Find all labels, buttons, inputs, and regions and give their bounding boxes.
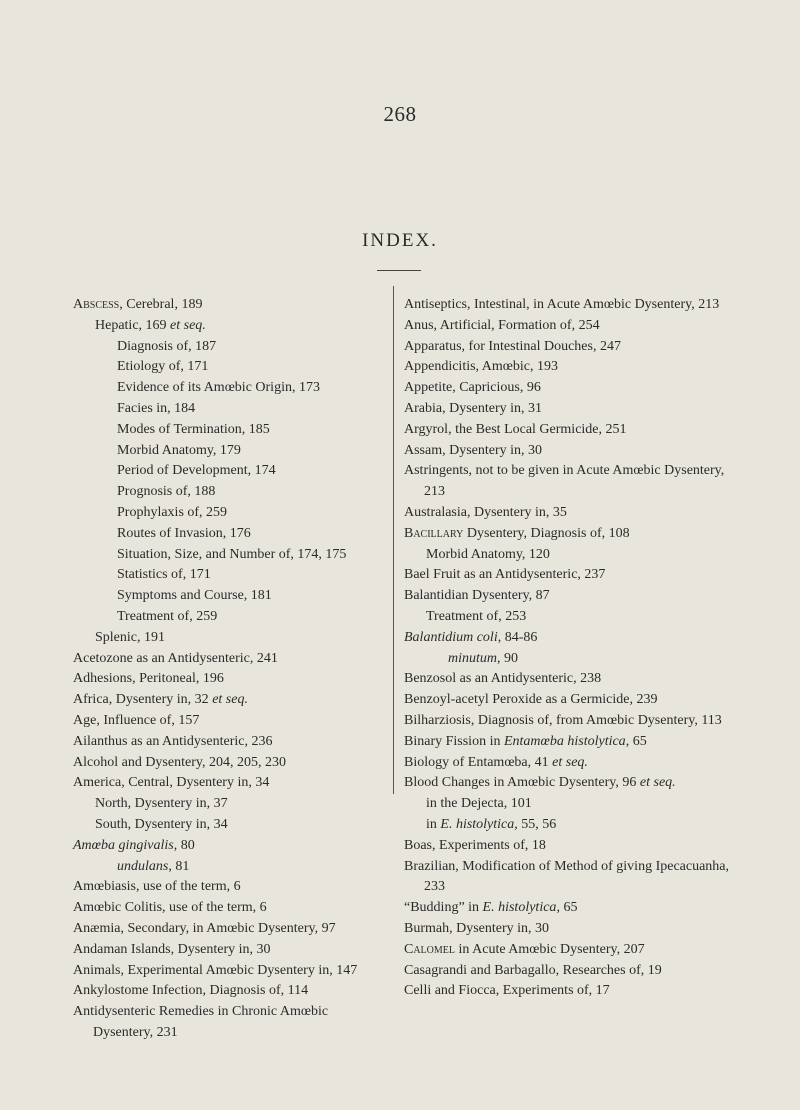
index-entry	[404, 461, 730, 503]
index-entry	[404, 420, 730, 441]
index-entry	[404, 378, 730, 399]
index-entry	[117, 337, 385, 358]
title-rule	[377, 270, 421, 271]
index-entry-text: Brazilian, Modification of Method of giving Ipecacuanha, 233	[404, 858, 730, 895]
index-entry-text: Appendicitis, Amœbic, 193	[404, 359, 558, 375]
index-entry-text: South, Dysentery in, 34	[95, 816, 228, 832]
index-entry	[117, 503, 385, 524]
index-entry-text: in	[426, 816, 441, 832]
index-entry	[117, 441, 385, 462]
index-entry	[73, 732, 385, 753]
index-entry-text: Bilharziosis, Diagnosis of, from Amœbic Dysentery, 113	[404, 712, 722, 728]
index-entry	[73, 649, 385, 670]
index-entry-text: , 81	[168, 858, 190, 874]
index-entry	[117, 482, 385, 503]
index-entry-text: , 90	[497, 650, 518, 666]
index-entry-text: Amœba gingivalis	[73, 837, 174, 853]
index-entry	[73, 877, 385, 898]
index-entry	[73, 836, 385, 857]
index-entry	[404, 503, 730, 524]
index-entry-text: Morbid Anatomy, 120	[426, 546, 550, 562]
index-entry-text: Symptoms and Course, 181	[117, 588, 272, 604]
index-entry	[404, 753, 730, 774]
index-entry-text: Biology of Entamœba, 41	[404, 754, 553, 770]
index-entry-text: Antidysenteric Remedies in Chronic Amœbic Dysentery, 231	[73, 1004, 329, 1040]
index-entry-text: “Budding” in	[404, 900, 483, 916]
index-entry-text: in the Dejecta, 101	[426, 796, 532, 812]
index-entry-text: Abscess	[73, 297, 120, 312]
index-entry	[426, 545, 730, 566]
index-entry	[404, 441, 730, 462]
index-entry-text: Dysentery, Diagnosis of, 108	[463, 525, 630, 541]
index-entry-text: Burmah, Dysentery in, 30	[404, 920, 550, 936]
index-entry	[73, 919, 385, 940]
index-entry	[95, 815, 385, 836]
index-entry-text: Period of Development, 174	[117, 463, 276, 479]
index-entry	[117, 545, 385, 566]
index-entry-text: in Acute Amœbic Dysentery, 207	[455, 941, 645, 957]
index-entry-text: Benzoyl-acetyl Peroxide as a Germicide, 239	[404, 692, 658, 708]
index-entry	[95, 628, 385, 649]
index-column-left	[73, 295, 385, 1044]
index-entry-text: E. histolytica	[482, 900, 557, 916]
index-entry-text: Appetite, Capricious, 96	[404, 380, 541, 396]
index-entry-text: Animals, Experimental Amœbic Dysentery in, 147	[73, 962, 358, 978]
index-entry-text: , Cerebral, 189	[119, 297, 203, 312]
index-entry-text: Prognosis of, 188	[117, 484, 216, 500]
index-entry-text: Bacillary	[404, 525, 464, 541]
index-entry-text: , 84-86	[497, 629, 538, 645]
index-entry-text: Statistics of, 171	[117, 567, 211, 583]
index-entry-text: et seq.	[552, 754, 588, 770]
index-entry	[73, 753, 385, 774]
index-entry	[73, 940, 385, 961]
index-entry-text: North, Dysentery in, 37	[95, 796, 228, 812]
index-entry	[117, 524, 385, 545]
index-entry-text: Modes of Termination, 185	[117, 421, 270, 437]
index-entry	[404, 295, 730, 316]
index-entry-text: et seq.	[639, 775, 676, 791]
index-entry	[404, 940, 730, 961]
index-entry	[117, 607, 385, 628]
index-entry	[404, 399, 730, 420]
page-title: INDEX.	[362, 230, 438, 251]
index-entry-text: Africa, Dysentery in, 32	[73, 692, 213, 708]
index-entry-text: undulans	[117, 858, 169, 874]
index-entry	[73, 690, 385, 711]
index-entry	[73, 295, 385, 316]
index-entry-text: Bael Fruit as an Antidysenteric, 237	[404, 567, 606, 583]
index-entry	[426, 794, 730, 815]
index-entry-text: et seq.	[212, 692, 248, 708]
index-entry	[448, 649, 730, 670]
index-entry-text: Balantidium coli	[404, 629, 498, 645]
index-entry	[404, 711, 730, 732]
index-entry-text: Apparatus, for Intestinal Douches, 247	[404, 338, 621, 354]
index-entry-text: Routes of Invasion, 176	[117, 525, 251, 541]
index-entry-text: Evidence of its Amœbic Origin, 173	[117, 380, 320, 396]
index-entry	[404, 690, 730, 711]
index-entry	[73, 961, 385, 982]
index-entry-text: Treatment of, 253	[426, 608, 527, 624]
index-entry-text: Etiology of, 171	[117, 359, 209, 375]
index-entry	[117, 586, 385, 607]
index-entry-text: Calomel	[404, 941, 455, 957]
column-divider	[393, 286, 394, 794]
index-entry-text: Binary Fission in	[404, 733, 504, 749]
index-entry-text: Amœbiasis, use of the term, 6	[73, 879, 241, 895]
index-entry	[73, 1002, 385, 1044]
index-entry	[73, 669, 385, 690]
index-entry-text: Entamœba histolytica	[503, 733, 626, 749]
index-entry-text: Hepatic, 169	[95, 317, 171, 333]
index-entry-text: Alcohol and Dysentery, 204, 205, 230	[73, 754, 286, 770]
index-entry	[404, 773, 730, 794]
index-entry	[73, 711, 385, 732]
index-entry	[426, 607, 730, 628]
index-entry-text: E. histolytica	[440, 816, 515, 832]
index-entry	[404, 565, 730, 586]
index-entry	[426, 815, 730, 836]
index-entry	[404, 732, 730, 753]
index-entry-text: minutum	[448, 650, 497, 666]
index-entry	[404, 669, 730, 690]
index-entry-text: et seq.	[170, 317, 206, 333]
index-entry	[73, 898, 385, 919]
index-entry	[117, 565, 385, 586]
index-entry-text: Anus, Artificial, Formation of, 254	[404, 317, 600, 333]
index-entry-text: , 65	[625, 733, 647, 749]
index-column-right	[404, 295, 730, 1002]
index-entry-text: Antiseptics, Intestinal, in Acute Amœbic Dysentery, 213	[404, 297, 720, 312]
index-entry-text: Australasia, Dysentery in, 35	[404, 504, 567, 520]
index-entry	[117, 420, 385, 441]
index-entry-text: Diagnosis of, 187	[117, 338, 217, 354]
index-entry	[404, 357, 730, 378]
index-entry-text: , 55, 56	[514, 816, 557, 832]
index-entry-text: Acetozone as an Antidysenteric, 241	[73, 650, 278, 666]
index-entry-text: Andaman Islands, Dysentery in, 30	[73, 941, 271, 957]
index-entry-text: Assam, Dysentery in, 30	[404, 442, 543, 458]
index-entry	[404, 857, 730, 899]
index-entry-text: Boas, Experiments of, 18	[404, 837, 546, 853]
index-entry	[95, 316, 385, 337]
index-entry	[117, 378, 385, 399]
index-entry-text: America, Central, Dysentery in, 34	[73, 775, 270, 791]
index-entry-text: Casagrandi and Barbagallo, Researches of, 19	[404, 962, 662, 978]
index-entry-text: Balantidian Dysentery, 87	[404, 588, 550, 604]
index-entry	[404, 898, 730, 919]
index-entry	[404, 981, 730, 1002]
index-entry	[404, 919, 730, 940]
index-entry	[73, 773, 385, 794]
index-entry	[117, 357, 385, 378]
index-entry	[404, 586, 730, 607]
index-entry-text: Situation, Size, and Number of, 174, 175	[117, 546, 347, 562]
index-entry-text: Astringents, not to be given in Acute Amœbic Dysentery, 213	[404, 463, 725, 500]
index-entry-text: Celli and Fiocca, Experiments of, 17	[404, 983, 610, 999]
index-entry	[404, 524, 730, 545]
index-entry-text: Ailanthus as an Antidysenteric, 236	[73, 733, 273, 749]
index-entry-text: Morbid Anatomy, 179	[117, 442, 241, 458]
index-entry-text: Benzosol as an Antidysenteric, 238	[404, 671, 602, 687]
index-entry-text: Prophylaxis of, 259	[117, 504, 228, 520]
index-entry-text: Adhesions, Peritoneal, 196	[73, 671, 224, 687]
index-entry	[404, 836, 730, 857]
index-entry	[404, 316, 730, 337]
index-entry-text: Splenic, 191	[95, 629, 165, 645]
index-entry	[404, 337, 730, 358]
index-entry-text: Blood Changes in Amœbic Dysentery, 96	[404, 775, 640, 791]
index-entry-text: Anæmia, Secondary, in Amœbic Dysentery, 97	[73, 920, 336, 936]
index-entry-text: , 65	[556, 900, 578, 916]
index-entry-text: Treatment of, 259	[117, 608, 218, 624]
index-entry-text: Ankylostome Infection, Diagnosis of, 114	[73, 983, 309, 999]
index-entry	[73, 981, 385, 1002]
index-entry-text: , 80	[173, 837, 195, 853]
index-entry	[117, 461, 385, 482]
index-entry-text: Arabia, Dysentery in, 31	[404, 400, 543, 416]
index-entry	[404, 961, 730, 982]
index-entry	[117, 399, 385, 420]
index-entry	[404, 628, 730, 649]
index-entry	[117, 857, 385, 878]
index-entry-text: Amœbic Colitis, use of the term, 6	[73, 900, 267, 916]
page-number: 268	[383, 102, 417, 126]
index-entry-text: Argyrol, the Best Local Germicide, 251	[404, 421, 627, 437]
index-entry-text: Age, Influence of, 157	[73, 712, 200, 728]
index-entry	[95, 794, 385, 815]
index-entry-text: Facies in, 184	[117, 400, 196, 416]
